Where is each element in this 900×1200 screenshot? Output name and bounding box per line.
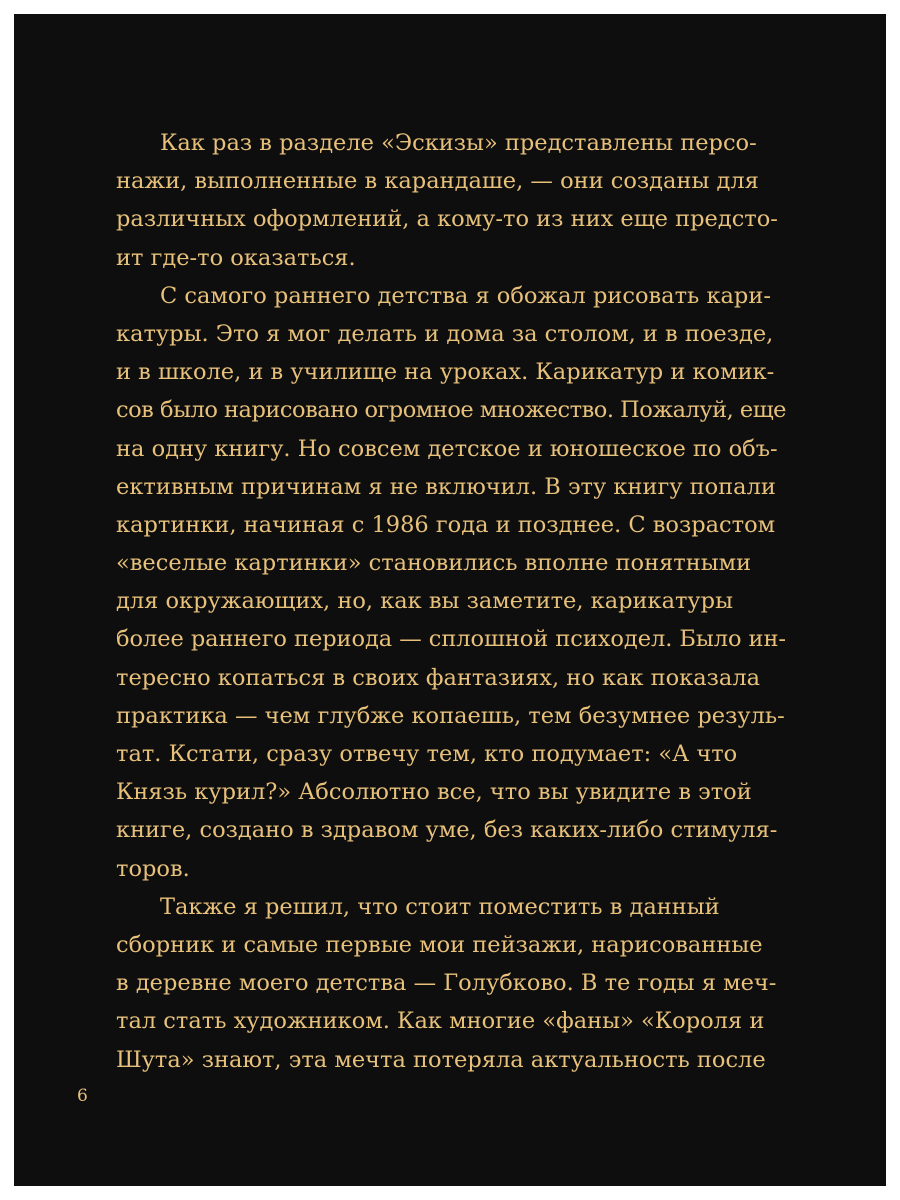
text-line: С самого раннего детства я обожал рисовать кари- <box>160 282 771 309</box>
text-line: сборник и самые первые мои пейзажи, нарисованные <box>116 931 763 958</box>
book-page <box>14 14 886 1186</box>
text-line: на одну книгу. Но совсем детское и юношеское по объ- <box>116 435 778 462</box>
text-line: ит где-то оказаться. <box>116 244 356 271</box>
text-line: более раннего периода — сплошной психодел. Было ин- <box>116 626 786 653</box>
text-line: тал стать художником. Как многие «фаны» «Короля и <box>116 1008 765 1035</box>
text-line: Как раз в разделе «Эскизы» представлены персо- <box>160 130 757 156</box>
text-line: книге, создано в здравом уме, без каких-либо стимуля- <box>116 817 778 844</box>
text-line: тересно копаться в своих фантазиях, но как показала <box>116 664 761 691</box>
text-line: для окружающих, но, как вы заметите, карикатуры <box>116 588 733 615</box>
text-line: Князь курил?» Абсолютно все, что вы увидите в этой <box>116 779 752 806</box>
text-line: Также я решил, что стоит поместить в данный <box>160 893 720 920</box>
body-text <box>116 124 786 1079</box>
text-line: сов было нарисовано огромное множество. Пожалуй, еще <box>116 397 787 424</box>
text-line: тат. Кстати, сразу отвечу тем, кто подумает: «А что <box>116 741 738 767</box>
text-line: картинки, начиная с 1986 года и позднее. С возрастом <box>116 511 776 538</box>
page-number: 6 <box>77 1086 88 1106</box>
text-line: Шута» знают, эта мечта потеряла актуальность после <box>116 1046 766 1073</box>
text-line: в деревне моего детства — Голубково. В те годы я меч- <box>116 970 777 997</box>
text-line: и в школе, и в училище на уроках. Карикатур и комик- <box>116 359 775 386</box>
text-line: торов. <box>116 855 190 882</box>
text-line: практика — чем глубже копаешь, тем безумнее резуль- <box>116 702 785 729</box>
text-line: ективным причинам я не включил. В эту книгу попали <box>116 473 776 500</box>
text-line: катуры. Это я мог делать и дома за столом, и в поезде, <box>116 320 774 347</box>
text-line: нажи, выполненные в карандаше, — они созданы для <box>116 168 759 195</box>
text-line: «веселые картинки» становились вполне понятными <box>116 550 752 577</box>
text-line: различных оформлений, а кому-то из них еще предсто- <box>116 206 778 233</box>
